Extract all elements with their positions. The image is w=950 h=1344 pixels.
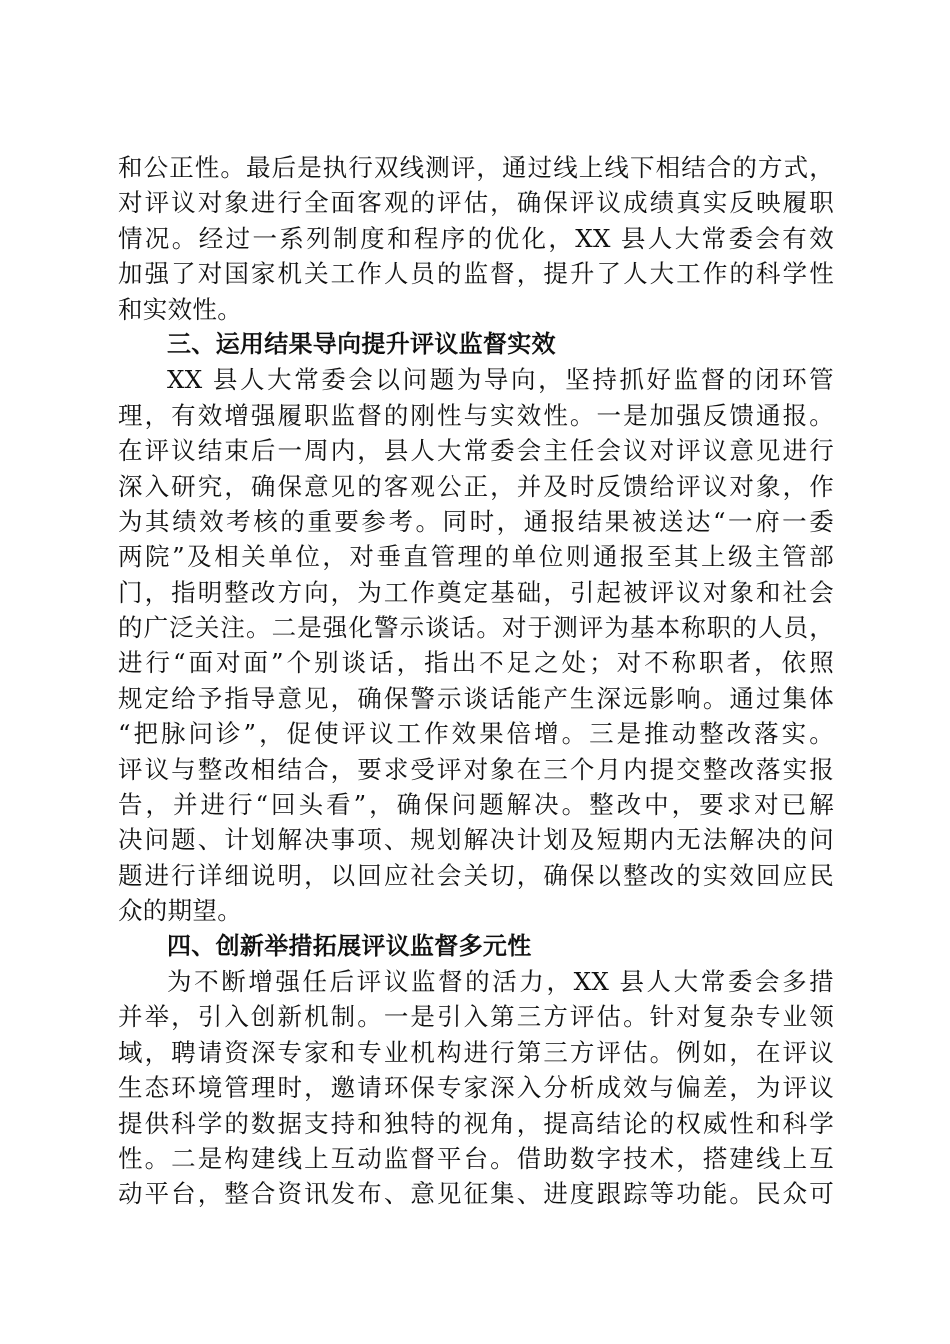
text-line: 进行“面对面”个别谈话，指出不足之处；对不称职者，依照 (118, 648, 834, 678)
paragraph-continued (118, 150, 834, 327)
text-line: 深入研究，确保意见的客观公正，并及时反馈给评议对象，作 (118, 471, 834, 501)
document-body (118, 150, 834, 1212)
text-line: 域，聘请资深专家和专业机构进行第三方评估。例如，在评议 (118, 1037, 834, 1067)
text-line: 的广泛关注。二是强化警示谈话。对于测评为基本称职的人员， (118, 613, 834, 643)
text-line: 和公正性。最后是执行双线测评，通过线上线下相结合的方式， (118, 153, 834, 182)
text-line: “把脉问诊”，促使评议工作效果倍增。三是推动整改落实。 (118, 719, 834, 749)
text-line: 情况。经过一系列制度和程序的优化，XX 县人大常委会有效 (118, 223, 834, 253)
text-line: 告，并进行“回头看”，确保问题解决。整改中，要求对已解 (118, 790, 834, 820)
text-line: 为不断增强任后评议监督的活力，XX 县人大常委会多措 (167, 966, 834, 996)
text-line: 众的期望。 (118, 896, 242, 926)
text-line: 动平台，整合资讯发布、意见征集、进度跟踪等功能。民众可 (118, 1179, 834, 1209)
text-line: 对评议对象进行全面客观的评估，确保评议成绩真实反映履职 (118, 188, 834, 218)
text-line: 题进行详细说明，以回应社会关切，确保以整改的实效回应民 (118, 860, 834, 890)
text-line: 加强了对国家机关工作人员的监督，提升了人大工作的科学性 (118, 259, 834, 289)
text-line: 理，有效增强履职监督的刚性与实效性。一是加强反馈通报。 (118, 400, 834, 430)
text-line: 规定给予指导意见，确保警示谈话能产生深远影响。通过集体 (118, 683, 834, 713)
text-line: 和实效性。 (118, 294, 242, 324)
section-heading-3: 三、运用结果导向提升评议监督实效 (167, 329, 556, 358)
text-line: 为其绩效考核的重要参考。同时，通报结果被送达“一府一委 (118, 506, 834, 536)
text-line: XX 县人大常委会以问题为导向，坚持抓好监督的闭环管 (167, 365, 834, 395)
text-line: 门，指明整改方向，为工作奠定基础，引起被评议对象和社会 (118, 577, 834, 607)
text-line: 性。二是构建线上互动监督平台。借助数字技术，搭建线上互 (118, 1143, 834, 1173)
text-line: 生态环境管理时，邀请环保专家深入分析成效与偏差，为评议 (118, 1073, 834, 1103)
paragraph-section-3 (118, 362, 834, 928)
text-line: 决问题、计划解决事项、规划解决计划及短期内无法解决的问 (118, 825, 834, 855)
text-line: 两院”及相关单位，对垂直管理的单位则通报至其上级主管部 (118, 542, 834, 572)
paragraph-section-4 (118, 964, 834, 1212)
text-line: 提供科学的数据支持和独特的视角，提高结论的权威性和科学 (118, 1108, 834, 1138)
text-line: 并举，引入创新机制。一是引入第三方评估。针对复杂专业领 (118, 1002, 834, 1032)
section-heading-4: 四、创新举措拓展评议监督多元性 (167, 931, 532, 960)
text-line: 在评议结束后一周内，县人大常委会主任会议对评议意见进行 (118, 436, 834, 466)
text-line: 评议与整改相结合，要求受评对象在三个月内提交整改落实报 (118, 754, 834, 784)
